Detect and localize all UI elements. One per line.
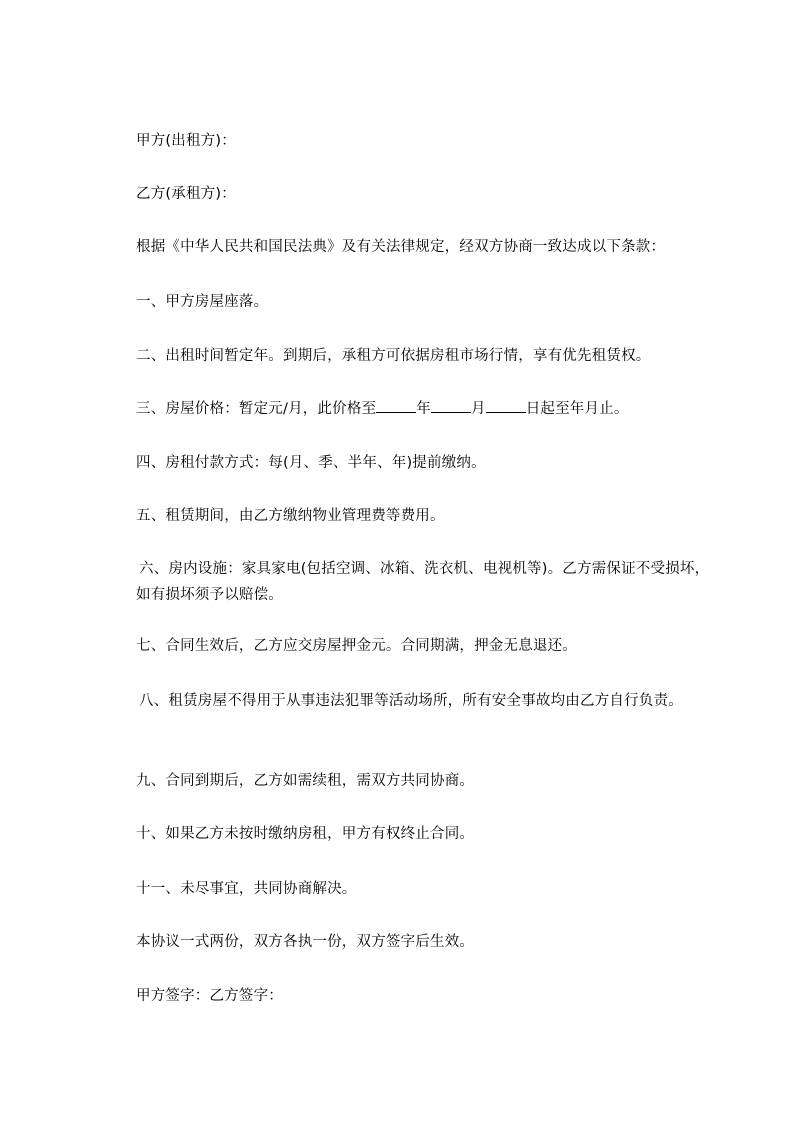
clause-8: 八、租赁房屋不得用于从事违法犯罪等活动场所，所有安全事故均由乙方自行负责。 xyxy=(139,693,683,709)
clause-3-year: 年 xyxy=(416,401,431,417)
clause-2: 二、出租时间暂定年。到期后，承租方可依据房租市场行情，享有优先租赁权。 xyxy=(136,348,651,364)
clause-3-month: 月 xyxy=(471,401,486,417)
clause-11: 十一、未尽事宜，共同协商解决。 xyxy=(136,881,357,897)
clause-4: 四、房租付款方式：每(月、季、半年、年)提前缴纳。 xyxy=(136,455,486,471)
year-blank xyxy=(376,398,416,413)
day-blank xyxy=(486,398,526,413)
signature-line: 甲方签字：乙方签字： xyxy=(136,988,283,1004)
clause-3-suffix: 日起至年月止。 xyxy=(525,401,629,417)
clause-7: 七、合同生效后，乙方应交房屋押金元。合同期满，押金无息退还。 xyxy=(136,638,577,654)
clause-10: 十、如果乙方未按时缴纳房租，甲方有权终止合同。 xyxy=(136,826,475,842)
clause-3 xyxy=(136,396,716,422)
month-blank xyxy=(431,398,471,413)
clause-6: 六、房内设施：家具家电(包括空调、冰箱、洗衣机、电视机等)。乙方需保证不受损坏，如有损坏须予以赔偿。 xyxy=(136,561,710,603)
party-a-line: 甲方(出租方)： xyxy=(136,133,236,149)
clause-5: 五、租赁期间，由乙方缴纳物业管理费等费用。 xyxy=(136,508,445,524)
clause-1: 一、甲方房屋座落。 xyxy=(136,294,269,310)
copies-statement: 本协议一式两份，双方各执一份，双方签字后生效。 xyxy=(136,934,475,950)
preamble-paragraph: 根据《中华人民共和国民法典》及有关法律规定，经双方协商一致达成以下条款： xyxy=(136,239,666,255)
clause-9: 九、合同到期后，乙方如需续租，需双方共同协商。 xyxy=(136,773,475,789)
clause-3-prefix: 三、房屋价格：暂定元/月，此价格至 xyxy=(136,401,377,417)
party-b-line: 乙方(承租方)： xyxy=(136,186,236,202)
